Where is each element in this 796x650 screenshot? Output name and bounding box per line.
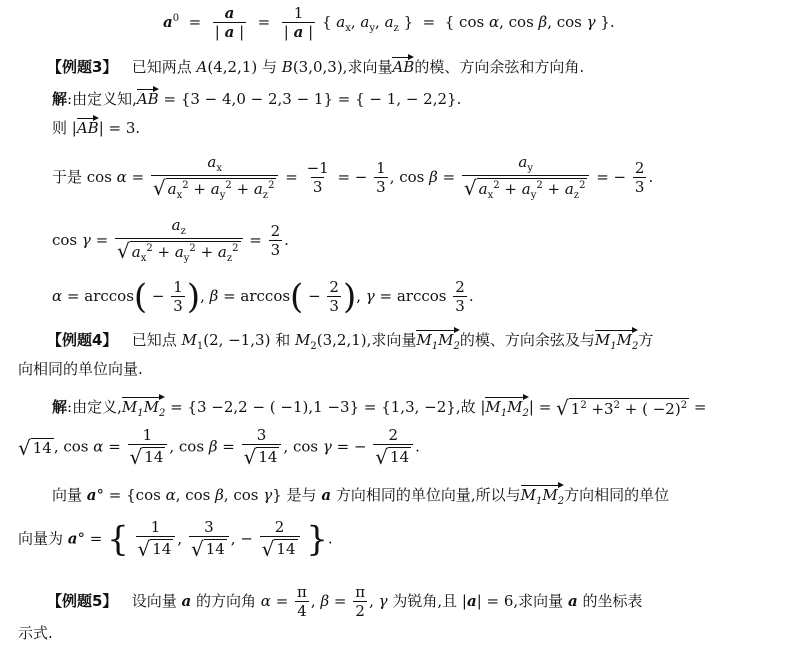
- example3-cos-gamma: cos γ = $a_z$ √ $a_x^2 + a_y^2 + a_z^2$ = $\frac{2}{3}$ .: [52, 216, 289, 264]
- example4-label: 【例题4】: [47, 331, 118, 349]
- example5-statement-line2: 示式.: [18, 624, 53, 642]
- example3-cos-alpha-beta: 于是 cos α = $a_x$ √ $a_x^2 + a_y^2 + a_z^2$ = $\frac{-1}{3}$ = − $\frac{1}{3}$ , cos β = $a_y$ √ $a_x^2 + a_y^2 + a_z^2$ = − $\frac{2}{3}$ .: [52, 153, 654, 201]
- example4-statement-line1: 【例题4】 已知点 $M_1(2$, −1,3) 和 $M_2(3,2,1)$,求向量$M_1M_2$的模、方向余弦及与$M_1M_2$方: [47, 331, 654, 352]
- formula-unit-vector: $a^0$ = $\frac{a}{| a |}$ = $\frac{1}{| a |}$ { $a_x$, $a_y$, $a_z$ } = { cos α, cos β, cos γ }.: [163, 4, 615, 41]
- example4-solution-line2: √ 14 , cos α = 1 √ 14 , cos β = 3 √ 14 , cos γ = − 2 √ 14 .: [18, 426, 420, 469]
- example3-solution-line2: 则 |AB| = 3.: [52, 119, 141, 137]
- example4-unit-vector-line2: 向量为 a° = { 1 √ 14 , 3 √ 14 , − 2 √ 14 }.: [18, 518, 333, 561]
- example3-label: 【例题3】: [47, 58, 118, 76]
- example5-statement-line1: 【例题5】 设向量 a 的方向角 α = $\frac{\pi}{4}$ , β = $\frac{\pi}{2}$ , γ 为锐角,且 |a| = 6,求向量 a 的坐标表: [47, 583, 643, 620]
- example4-statement-line2: 向相同的单位向量.: [18, 360, 143, 378]
- example3-solution-line1: 解:由定义知,AB = {3 − 4,0 − 2,3 − 1} = { − 1, − 2,2}.: [52, 90, 462, 108]
- example4-unit-vector-line1: 向量 a° = {cos α, cos β, cos γ} 是与 a 方向相同的单位向量,所以与$M_1M_2$方向相同的单位: [52, 486, 670, 507]
- example4-solution-line1: 解:由定义$,M_1M_2 = \{3 -2,2$ − ( −1),1 −3} = {1,3, −2},故 $|M_1M_2|$ = √ $1^2 +3^2$ + ( −2)$^2$ =: [52, 396, 707, 420]
- example5-label: 【例题5】: [47, 592, 118, 610]
- example3-statement: 【例题3】 已知两点 A(4,2,1) 与 B(3,0,3),求向量AB的模、方向余弦和方向角.: [47, 58, 585, 76]
- example3-angles: α = arccos( − $\frac{1}{3}$ ), β = arccos( − $\frac{2}{3}$ ), γ = arccos $\frac{2}{3}$ .: [52, 277, 474, 317]
